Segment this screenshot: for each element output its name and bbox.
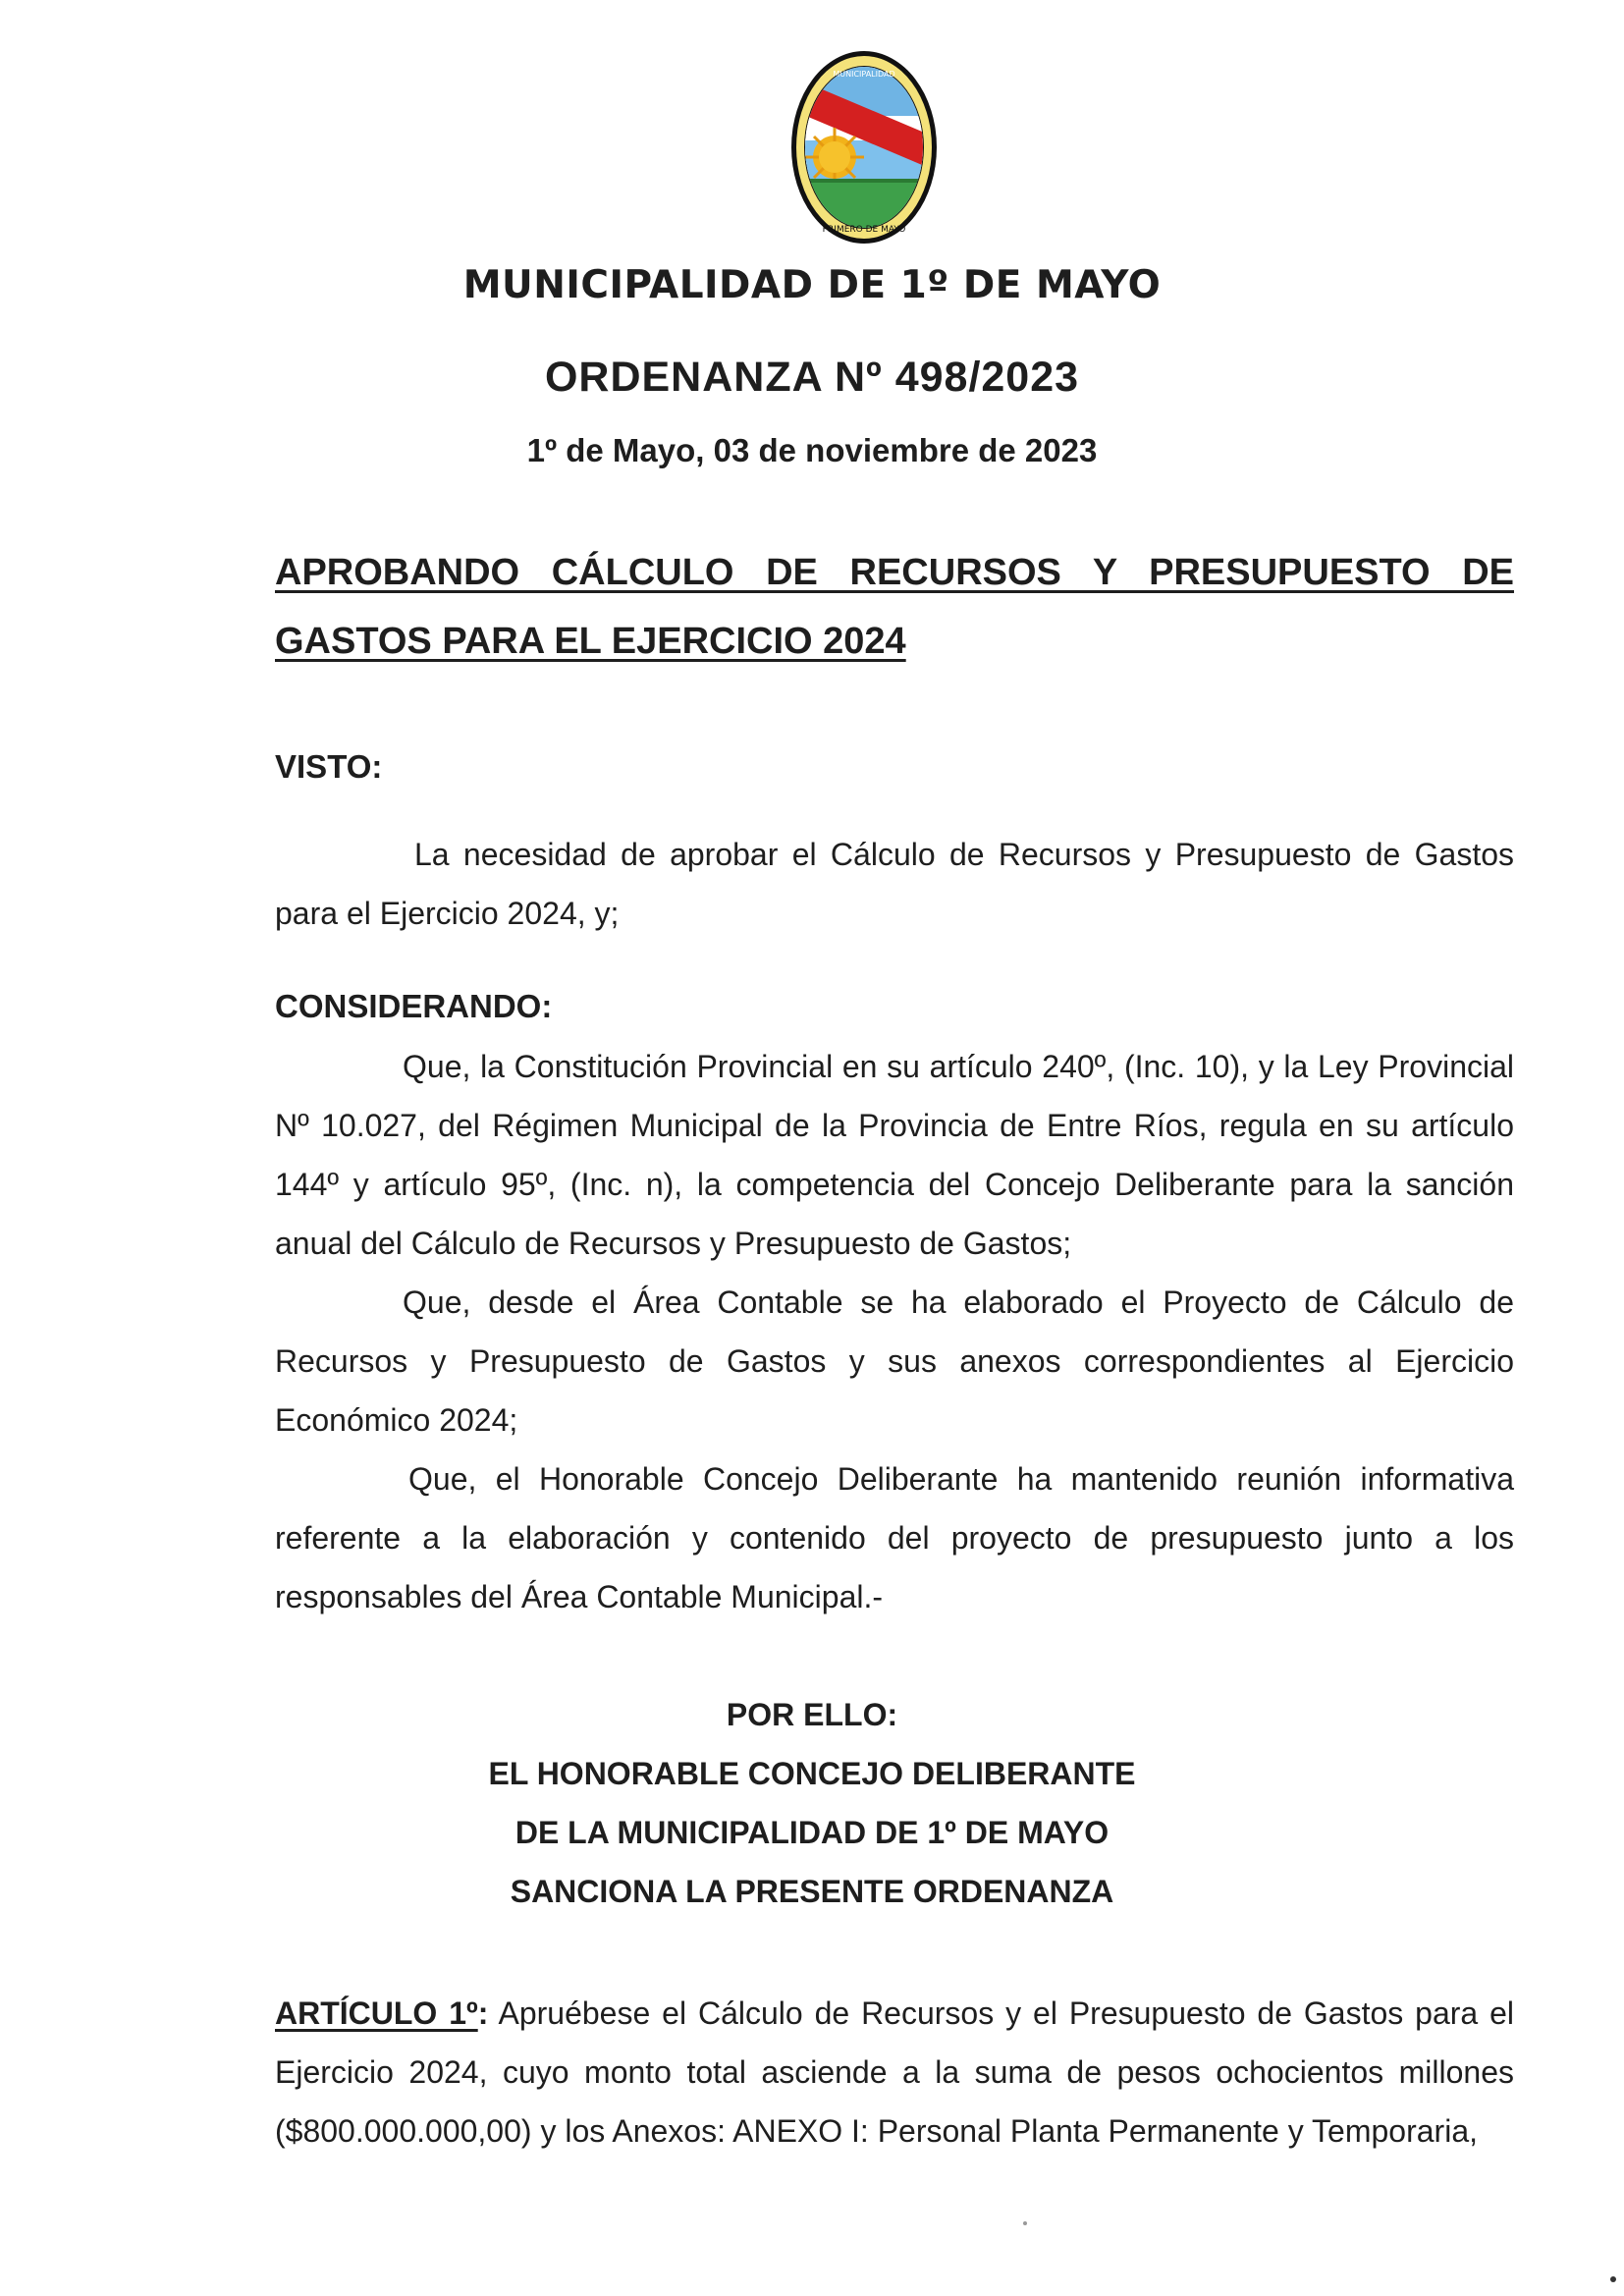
articulo-1-colon: : (477, 1995, 489, 2031)
por-ello-heading: POR ELLO: (726, 1697, 898, 1732)
visto-paragraph: La necesidad de aprobar el Cálculo de Recursos y Presupuesto de Gastos para el Ejercicio 2024, y; (275, 837, 1514, 931)
articulo-1-paragraph (275, 1984, 1514, 2160)
scan-speck (1610, 2276, 1616, 2282)
considerando-heading: CONSIDERANDO: (275, 988, 553, 1024)
svg-text:MUNICIPALIDAD: MUNICIPALIDAD (833, 70, 895, 79)
articulo-1-text: Apruébese el Cálculo de Recursos y el Presupuesto de Gastos para el Ejercicio 2024, cuyo monto total asciende a la suma de pesos ochocientos millones ($800.000.000,00) y los Anexos: ANEXO I: Personal Planta Permanente y Temporaria, (275, 1995, 1515, 2149)
sanction-statement: SANCIONA LA PRESENTE ORDENANZA (510, 1874, 1114, 1909)
ordinance-title-line-1: APROBANDO CÁLCULO DE RECURSOS Y PRESUPUESTO DE (275, 552, 1514, 593)
municipality-name: MUNICIPALIDAD DE 1º DE MAYO (462, 263, 1162, 307)
considerando-paragraph: Que, la Constitución Provincial en su artículo 240º, (Inc. 10), y la Ley Provincial Nº 10.027, del Régimen Municipal de la Provincia de Entre Ríos, regula en su artículo 144º y artículo 95º, (Inc. n), la competencia del Concejo Deliberante para la sanción anual del Cálculo de Recursos y Presupuesto de Gastos; (275, 1049, 1514, 1261)
municipal-seal-logo (787, 47, 941, 247)
considerando-paragraph: Que, desde el Área Contable se ha elaborado el Proyecto de Cálculo de Recursos y Presupuesto de Gastos y sus anexos correspondientes al Ejercicio Económico 2024; (275, 1285, 1514, 1438)
svg-text:PRIMERO DE MAYO: PRIMERO DE MAYO (822, 225, 906, 235)
articulo-1-label: ARTÍCULO 1º (275, 1995, 478, 2031)
considerando-paragraph: Que, el Honorable Concejo Deliberante ha mantenido reunión informativa referente a la elaboración y contenido del proyecto de presupuesto junto a los responsables del Área Contable Municipal.- (275, 1461, 1514, 1614)
council-name: EL HONORABLE CONCEJO DELIBERANTE (488, 1756, 1136, 1791)
scan-speck (1023, 2221, 1027, 2225)
council-municipality: DE LA MUNICIPALIDAD DE 1º DE MAYO (514, 1815, 1110, 1850)
ordinance-date: 1º de Mayo, 03 de noviembre de 2023 (526, 432, 1098, 468)
visto-heading: VISTO: (275, 748, 383, 785)
ordinance-number: ORDENANZA Nº 498/2023 (544, 354, 1080, 401)
ordinance-title-line-2: GASTOS PARA EL EJERCICIO 2024 (275, 621, 906, 662)
